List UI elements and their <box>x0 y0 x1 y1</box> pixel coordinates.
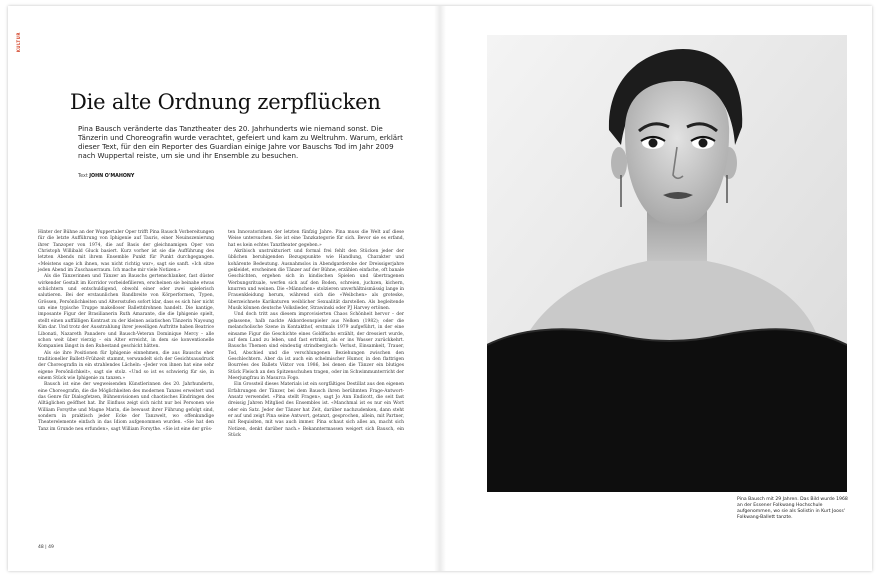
page-numbers: 48 | 49 <box>38 545 54 550</box>
credit-prefix: Text <box>78 174 90 179</box>
left-pupil <box>649 139 658 148</box>
magazine-spread <box>8 6 872 571</box>
article-lead: Pina Bausch veränderte das Tanztheater des 20. Jahrhunderts wie niemand sonst. Die Tänzerin und Choreografin wurde verachtet, gefeiert und kam zu Weltruhm. Warum, erklärt dieser Text, für den ein Reporter des Guardian einige Jahre vor Bauschs Tod im Jahr 2009 nach Wuppertal reiste, um sie und ihr Ensemble zu besuchen. <box>78 124 403 160</box>
paragraph: ten Innovatorinnen der letzten fünfzig Jahre. Pina muss die Welt auf diese Weise untersuchen. Sie ist eine Tanzkategorie für sich. Bevor sie es erfand, hat es kein echtes Tanztheater gegeben.» <box>228 230 404 248</box>
black-dress <box>487 329 847 492</box>
left-ear <box>611 147 627 179</box>
portrait-photo <box>487 35 847 492</box>
paragraph: Und doch tritt aus diesem improvisierten Chaos Schönheit hervor – der gelassene, halb nackte Akkordeonspieler aus Nelken (1982); oder die melancholische Szene in Kontakthof, erstmals 1979 aufgeführt, in der eine einsame Figur die Geschichte eines Goldfischs erzählt, der dressiert wurde, auf dem Land zu leben, und fast ertrinkt, als er ins Wasser zurückkehrt. Bauschs Themen sind eindeutig strindbergisch: Verlust, Einsamkeit, Trauer, Tod, Abschied und die verschlungenen Beziehungen zwischen den Geschlechtern. Aber da ist auch ein schelmischer Humor, in den flattrigen Bourrées des Ballets Viktor von 1986, bei denen die Tänzer ein blutiges Stück Fleisch an den Spitzenschuhen tragen, oder im Schwimmunterricht der Meerjungfrau in Masurca Fogo. <box>228 312 404 381</box>
author-name: JOHN O'MAHONY <box>89 174 135 179</box>
body-column-2 <box>228 230 404 439</box>
paragraph: Als sie ihre Positionen für Iphigenie einnehmen, die aus Bauschs eher traditioneller Ballett-Frühzeit stammt, verwandelt sich der Gesichtsausdruck der Choreografin in ein strahlendes Lächeln: «Jeder von ihnen hat eine sehr eigene Persönlichkeit», sagt sie stolz. «Und so ist es schwierig für sie, in einem Stück wie Iphigenie zu tanzen.» <box>38 350 214 381</box>
right-pupil <box>699 139 708 148</box>
paragraph: Akribisch unstrukturiert und formal frei fehlt den Stücken jeder der üblichen beruhigenden Bezugspunkte wie Handlung, Charakter und kohärente Bedeutung. Ausnahmslos in Abendgarderobe der Dreissigerjahre gekleidet, erscheinen die Tänzer auf der Bühne, erzählen einfache, oft banale Geschichten, ergehen sich in kindischen Spielen und übertragenen Werbungsrituale, werfen sich auf den Boden, schreien, juchzen, kichern, knurren und weinen. Die «Männchen» stolzieren unverhältnismässig lange in Frauenkleidung herum, während sich die «Weibchen» als groteske, überzeichnete Karikaturen weiblicher Sexualität darstellen. Als begleitende Musik können deutsche Volkslieder, Strawinski oder PJ Harvey ertönen. <box>228 249 404 312</box>
section-tag: KULTUR <box>16 32 21 53</box>
photo-caption: Pina Bausch mit 29 Jahren. Das Bild wurde 1968 an der Essener Folkwang Hochschule aufgenommen, wo sie als Solistin in Kurt Jooss' Folkwang-Ballett tanzte. <box>737 497 848 520</box>
article-headline: Die alte Ordnung zerpflücken <box>70 90 381 114</box>
paragraph: Ein Grossteil dieses Materials ist ein sorgfältiges Destillat aus den eigenen Erfahrungen der Tänzer, bei dem Bausch ihren berühmten Frage-Antwort-Ansatz verwendet. «Pina stellt Fragen», sagt Jo Ann Endicott, die seit fast dreissig Jahren Mitglied des Ensembles ist. «Manchmal ist es nur ein Wort oder ein Satz. Jeder der Tänzer hat Zeit, darüber nachzudenken, dann steht er auf und zeigt Pina seine Antwort, getanzt, gesprochen, allein, mit Partner, mit Requisiten, mit was auch immer. Pina schaut sich alles an, macht sich Notizen, denkt darüber nach.» Bekanntermassen weigert sich Bausch, ein Stück <box>228 382 404 438</box>
left-page <box>8 6 440 571</box>
paragraph: Als die Tänzerinnen und Tänzer an Bauschs gertenschlanker, fast düster wirkender Gestalt im Korridor vorbeidefilieren, erscheinen sie beinahe etwas schüchtern und entschuldigend, obwohl einer oder zwei spielerisch salutieren. Bei der erstaunlichen Bandbreite von Körperformen, Typen, Grössen, Persönlichkeiten und Altersstufen sofort klar, dass es sich hier nicht um eine typische Truppe makelloser Ballettdrohnen handelt. Die kantige, imposante Figur der Brasilianerin Ruth Amarante, die die Iphigenie spielt, stellt einen auffälligen Kontrast zu der kleinen asiatischen Tänzerin Nayoung Kim dar. Und trotz der Ausstrahlung ihrer jeweiligen Auftritte haben Beatrice Libonati, Nazareth Panadero und Bausch-Veteran Dominique Mercy – alle schon weit über vierzig – ein Alter erreicht, in dem sie konventionelle Kompanien längst in den Ruhestand geschickt hätten. <box>38 274 214 350</box>
paragraph: Bausch ist eine der wegweisenden Künstlerinnen des 20. Jahrhunderts, eine Choreografin, die die Möglichkeiten des modernen Tanzes erweitert und das Genre für Dialogfetzen, Bühnenvisionen und chaotisches Eindringen des Alltäglichen geöffnet hat. Ihr Einfluss zeigt sich nicht nur bei Personen wie William Forsythe und Magne Marin, die bewusst ihrer Führung gefolgt sind, sondern in praktisch jeder Ecke der Tanzwelt, wo offenkundige Theaterelemente einfach in das Idiom aufgenommen wurden. «Sie hat den Tanz im Grunde neu erfunden», sagt William Forsythe. «Sie ist eine der grös- <box>38 382 214 432</box>
paragraph: Hinter der Bühne an der Wuppertaler Oper trifft Pina Bausch Vorbereitungen für die letzte Aufführung von Iphigenie auf Tauris, einer Neuinszenierung ihrer Tanzoper von 1974, die auf Basis der gleichnamigen Oper von Christoph Willibald Gluck basiert. Kurz vorher ist sie die Aufführung des letzten Abends mit ihrem Ensemble Punkt für Punkt durchgegangen. «Meistens sage ich ihnen, was nicht richtig war», sagt sie sanft. «Ich sitze jeden Abend im Zuschauerraum. Ich mache mir viele Notizen.» <box>38 230 214 274</box>
portrait-illustration <box>487 35 847 492</box>
body-column-1 <box>38 230 214 433</box>
right-page <box>440 6 872 571</box>
author-credit <box>78 174 134 179</box>
